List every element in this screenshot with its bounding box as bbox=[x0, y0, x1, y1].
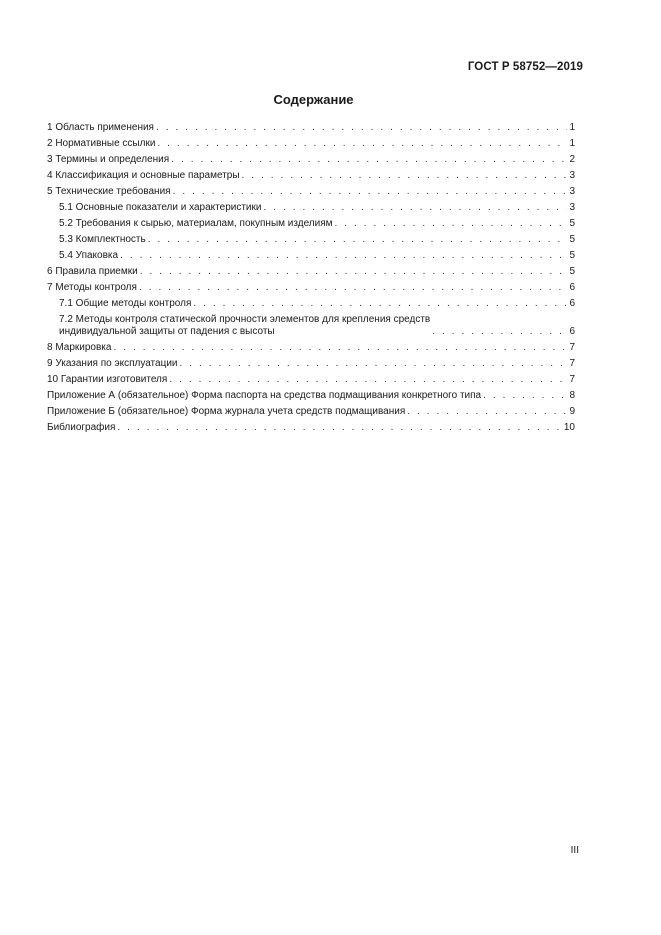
toc-entry-page: 1 bbox=[569, 122, 575, 133]
toc-entry-label: 7.1 Общие методы контроля bbox=[59, 298, 192, 309]
dot-leader bbox=[335, 218, 568, 230]
toc-entry-page: 5 bbox=[569, 218, 575, 229]
toc-entry-page: 1 bbox=[569, 138, 575, 149]
toc-entry-label-line2: индивидуальной защиты от падения с высоты bbox=[59, 326, 275, 337]
toc-entry-label: 10 Гарантии изготовителя bbox=[47, 374, 168, 385]
dot-leader bbox=[157, 138, 567, 150]
toc-entry-page: 10 bbox=[563, 422, 575, 433]
toc-subentry[interactable] bbox=[47, 311, 575, 339]
toc-entry-page: 7 bbox=[569, 342, 575, 353]
toc-subentry[interactable] bbox=[47, 247, 575, 263]
toc-subentry[interactable] bbox=[47, 215, 575, 231]
toc-entry-label: 4 Классификация и основные параметры bbox=[47, 170, 240, 181]
toc-subentry[interactable] bbox=[47, 199, 575, 215]
dot-leader bbox=[140, 266, 568, 278]
toc-entry-page: 7 bbox=[569, 374, 575, 385]
toc-entry[interactable] bbox=[47, 263, 575, 279]
dot-leader bbox=[407, 406, 567, 418]
toc-entry-label: 5 Технические требования bbox=[47, 186, 171, 197]
toc-entry-label: 3 Термины и определения bbox=[47, 154, 170, 165]
dot-leader bbox=[139, 282, 568, 294]
dot-leader bbox=[117, 422, 561, 434]
dot-leader bbox=[156, 122, 567, 134]
toc-entry[interactable] bbox=[47, 167, 575, 183]
toc-entry[interactable] bbox=[47, 339, 575, 355]
toc-entry-label: 5.2 Требования к сырью, материалам, покупным изделиям bbox=[59, 218, 333, 229]
toc-entry-page: 6 bbox=[569, 326, 575, 337]
toc-title: Содержание bbox=[273, 92, 354, 107]
toc-entry-label: 8 Маркировка bbox=[47, 342, 112, 353]
toc-entry-page: 5 bbox=[569, 250, 575, 261]
toc-entry-page: 9 bbox=[569, 406, 575, 417]
toc-entry[interactable] bbox=[47, 135, 575, 151]
toc-entry[interactable] bbox=[47, 183, 575, 199]
toc-entry-page: 5 bbox=[569, 266, 575, 277]
dot-leader bbox=[263, 202, 567, 214]
toc-entry-label: Библиография bbox=[47, 422, 116, 433]
toc-entry[interactable] bbox=[47, 355, 575, 371]
toc-entry-page: 5 bbox=[569, 234, 575, 245]
toc-entry[interactable] bbox=[47, 119, 575, 135]
table-of-contents bbox=[47, 119, 575, 435]
toc-subentry[interactable] bbox=[47, 231, 575, 247]
toc-entry-label: 5.1 Основные показатели и характеристики bbox=[59, 202, 262, 213]
toc-entry-label: 1 Область применения bbox=[47, 122, 154, 133]
toc-entry-page: 6 bbox=[569, 298, 575, 309]
toc-subentry[interactable] bbox=[47, 295, 575, 311]
dot-leader bbox=[432, 326, 567, 338]
toc-entry[interactable] bbox=[47, 387, 575, 403]
toc-entry-label: Приложение А (обязательное) Форма паспорта на средства подмащивания конкретного типа bbox=[47, 390, 482, 401]
toc-entry[interactable] bbox=[47, 151, 575, 167]
dot-leader bbox=[173, 186, 568, 198]
dot-leader bbox=[169, 374, 567, 386]
toc-entry-page: 2 bbox=[569, 154, 575, 165]
toc-entry-page: 3 bbox=[569, 186, 575, 197]
toc-entry[interactable] bbox=[47, 403, 575, 419]
toc-entry[interactable] bbox=[47, 419, 575, 435]
dot-leader bbox=[483, 390, 567, 402]
toc-entry-page: 7 bbox=[569, 358, 575, 369]
toc-entry-label-line1: 7.2 Методы контроля статической прочности элементов для крепления средств bbox=[59, 314, 431, 325]
toc-entry-page: 8 bbox=[569, 390, 575, 401]
toc-entry-label bbox=[59, 314, 430, 338]
toc-entry-page: 6 bbox=[569, 282, 575, 293]
dot-leader bbox=[148, 234, 568, 246]
dot-leader bbox=[171, 154, 567, 166]
toc-entry-label: Приложение Б (обязательное) Форма журнала учета средств подмащивания bbox=[47, 406, 406, 417]
page-number: III bbox=[570, 845, 579, 856]
dot-leader bbox=[242, 170, 568, 182]
toc-entry-label: 2 Нормативные ссылки bbox=[47, 138, 156, 149]
toc-entry[interactable] bbox=[47, 279, 575, 295]
toc-entry-label: 5.4 Упаковка bbox=[59, 250, 119, 261]
toc-entry-label: 7 Методы контроля bbox=[47, 282, 137, 293]
toc-entry-label: 5.3 Комплектность bbox=[59, 234, 146, 245]
document-code: ГОСТ Р 58752—2019 bbox=[467, 61, 583, 73]
toc-entry-page: 3 bbox=[569, 202, 575, 213]
toc-entry-page: 3 bbox=[569, 170, 575, 181]
toc-entry-label: 6 Правила приемки bbox=[47, 266, 138, 277]
dot-leader bbox=[120, 250, 567, 262]
toc-entry[interactable] bbox=[47, 371, 575, 387]
dot-leader bbox=[180, 358, 568, 370]
dot-leader bbox=[113, 342, 567, 354]
toc-entry-label: 9 Указания по эксплуатации bbox=[47, 358, 178, 369]
dot-leader bbox=[193, 298, 567, 310]
